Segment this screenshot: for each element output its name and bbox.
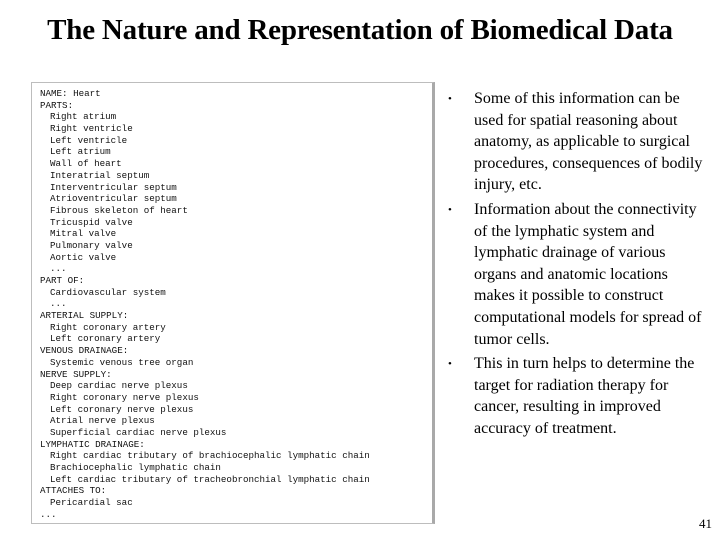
page-number: 41 bbox=[699, 516, 712, 531]
ontology-line: Tricuspid valve bbox=[50, 216, 133, 228]
ontology-line: Cardiovascular system bbox=[50, 286, 166, 298]
ontology-line: Left ventricle bbox=[50, 134, 128, 146]
ontology-line: ATTACHES TO: bbox=[40, 485, 107, 497]
ontology-line: Right ventricle bbox=[50, 123, 133, 135]
ontology-line: Pericardial sac bbox=[50, 497, 133, 509]
bullet-text: This in turn helps to determine the target for radiation therapy for cancer, resulting in improved accuracy of treatment. bbox=[474, 355, 695, 437]
ontology-line: Left coronary nerve plexus bbox=[50, 403, 194, 415]
ontology-line: ... bbox=[50, 298, 67, 310]
ontology-line: Atrioventricular septum bbox=[50, 193, 177, 205]
ontology-line: Right coronary nerve plexus bbox=[50, 391, 199, 403]
ontology-line: ARTERIAL SUPPLY: bbox=[40, 310, 129, 322]
ontology-line: VENOUS DRAINAGE: bbox=[40, 345, 129, 357]
ontology-line: Left coronary artery bbox=[50, 333, 161, 345]
ontology-line: NAME: Heart bbox=[40, 88, 101, 99]
bullet-item bbox=[446, 88, 708, 196]
ontology-line: Pulmonary valve bbox=[50, 239, 133, 251]
bullet-item bbox=[446, 199, 708, 350]
ontology-line: Right atrium bbox=[50, 111, 117, 123]
ontology-line: LYMPHATIC DRAINAGE: bbox=[40, 438, 145, 450]
ontology-line: Right cardiac tributary of brachiocephalic lymphatic chain bbox=[50, 450, 370, 462]
ontology-line: NERVE SUPPLY: bbox=[40, 368, 112, 380]
bullet-dot-icon: • bbox=[448, 358, 452, 371]
ontology-line: Aortic valve bbox=[50, 251, 117, 263]
ontology-line: Mitral valve bbox=[50, 228, 117, 240]
ontology-line: ... bbox=[50, 263, 67, 275]
slide-title: The Nature and Representation of Biomedical Data bbox=[47, 14, 673, 46]
ontology-line: Wall of heart bbox=[50, 158, 122, 170]
bullet-list bbox=[446, 88, 708, 443]
ontology-line: Deep cardiac nerve plexus bbox=[50, 380, 188, 392]
ontology-line: Left atrium bbox=[50, 146, 111, 158]
ontology-line: Superficial cardiac nerve plexus bbox=[50, 426, 227, 438]
ontology-line: Fibrous skeleton of heart bbox=[50, 204, 188, 216]
ontology-line: Interatrial septum bbox=[50, 169, 150, 181]
ontology-line: Brachiocephalic lymphatic chain bbox=[50, 462, 221, 473]
bullet-text: Some of this information can be used for spatial reasoning about anatomy, as applicable to surgical procedures, consequences of bodily injury, etc. bbox=[474, 90, 703, 194]
ontology-line: ... bbox=[40, 508, 57, 520]
ontology-line: Interventricular septum bbox=[50, 181, 177, 193]
bullet-item bbox=[446, 353, 708, 439]
ontology-line: Atrial nerve plexus bbox=[50, 415, 155, 427]
ontology-line: Systemic venous tree organ bbox=[50, 356, 194, 368]
bullet-dot-icon: • bbox=[448, 203, 452, 216]
ontology-list bbox=[32, 83, 432, 520]
heart-ontology-figure bbox=[31, 82, 435, 524]
bullet-dot-icon: • bbox=[448, 93, 452, 105]
bullet-text: Information about the connectivity of the lymphatic system and lymphatic drainage of various organs and anatomic locations makes it possible to construct computational models for spread of tumor cells. bbox=[474, 200, 702, 348]
ontology-line: PARTS: bbox=[40, 99, 74, 111]
ontology-line: Right coronary artery bbox=[50, 321, 166, 333]
ontology-line: PART OF: bbox=[40, 275, 85, 286]
ontology-line: Left cardiac tributary of tracheobronchial lymphatic chain bbox=[50, 473, 370, 485]
